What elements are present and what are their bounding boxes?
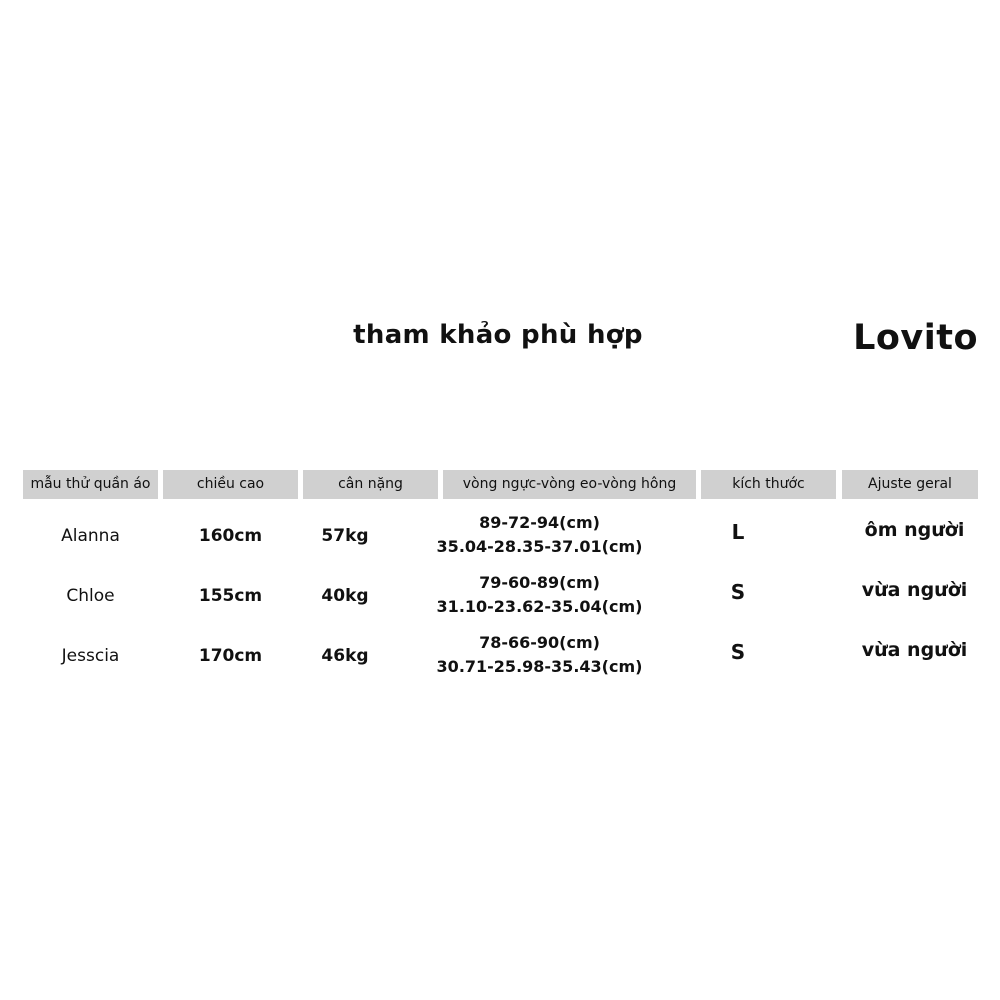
cell-model: Jesscia xyxy=(61,646,120,666)
cell-size: L xyxy=(731,520,745,544)
cell-measurements-cm: 79-60-89(cm) xyxy=(479,573,600,592)
cell-height: 160cm xyxy=(198,526,263,546)
header-fit: Ajuste geral xyxy=(842,470,978,499)
cell-model: Alanna xyxy=(61,526,120,546)
cell-fit: vừa người xyxy=(861,579,968,601)
brand-logo: Lovito xyxy=(853,318,978,358)
header-weight: cân nặng xyxy=(303,470,438,499)
cell-height: 155cm xyxy=(198,586,263,606)
header-size: kích thước xyxy=(701,470,836,499)
cell-weight: 40kg xyxy=(321,586,369,606)
cell-size: S xyxy=(730,640,746,664)
cell-size: S xyxy=(730,580,746,604)
cell-model: Chloe xyxy=(66,586,115,606)
header-model: mẫu thử quần áo xyxy=(23,470,158,499)
cell-measurements-alt: 30.71-25.98-35.43(cm) xyxy=(436,657,643,676)
cell-measurements-alt: 35.04-28.35-37.01(cm) xyxy=(436,537,643,556)
header-height: chiều cao xyxy=(163,470,298,499)
cell-measurements-cm: 89-72-94(cm) xyxy=(479,513,600,532)
header-measurements: vòng ngực-vòng eo-vòng hông xyxy=(443,470,696,499)
cell-fit: vừa người xyxy=(861,639,968,661)
cell-weight: 57kg xyxy=(321,526,369,546)
cell-height: 170cm xyxy=(198,646,263,666)
cell-weight: 46kg xyxy=(321,646,369,666)
cell-fit: ôm người xyxy=(864,519,965,541)
cell-measurements-alt: 31.10-23.62-35.04(cm) xyxy=(436,597,643,616)
page-title: tham khảo phù hợp xyxy=(353,320,643,350)
cell-measurements-cm: 78-66-90(cm) xyxy=(479,633,600,652)
